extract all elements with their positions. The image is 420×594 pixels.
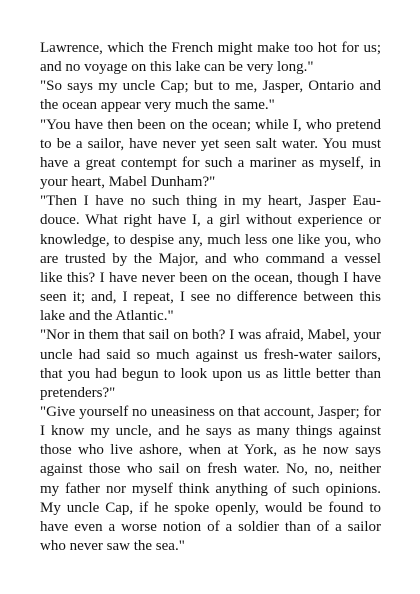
paragraph: "Nor in them that sail on both? I was afraid, Mabel, your uncle had said so much against us fresh-water sailors, that you had begun to look upon us as little better than pretenders?" [40,327,381,401]
paragraph: "Then I have no such thing in my heart, Jasper Eau-douce. What right have I, a girl without experience or knowledge, to despise any, much less one like you, who are trusted by the Major, and who command a vessel like this? I have never been on the ocean, though I have seen it; and, I repeat, I see no difference between this lake and the Atlantic." [40,193,381,325]
paragraph: Lawrence, which the French might make too hot for us; and no voyage on this lake can be very long." [40,40,381,76]
paragraph: "Give yourself no uneasiness on that account, Jasper; for I know my uncle, and he says as many things against those who live ashore, when at York, as he now says against those who sail on fresh water. No, no, neither my father nor myself think anything of such opinions. My uncle Cap, if he spoke openly, would be found to have even a worse notion of a soldier than of a sailor who never saw the sea." [40,403,381,555]
paragraph: "So says my uncle Cap; but to me, Jasper, Ontario and the ocean appear very much the same." [40,78,381,114]
paragraph: "You have then been on the ocean; while I, who pretend to be a sailor, have never yet seen salt water. You must have a great contempt for such a mariner as myself, in your heart, Mabel Dunham?" [40,116,381,191]
book-page-text [40,39,381,556]
